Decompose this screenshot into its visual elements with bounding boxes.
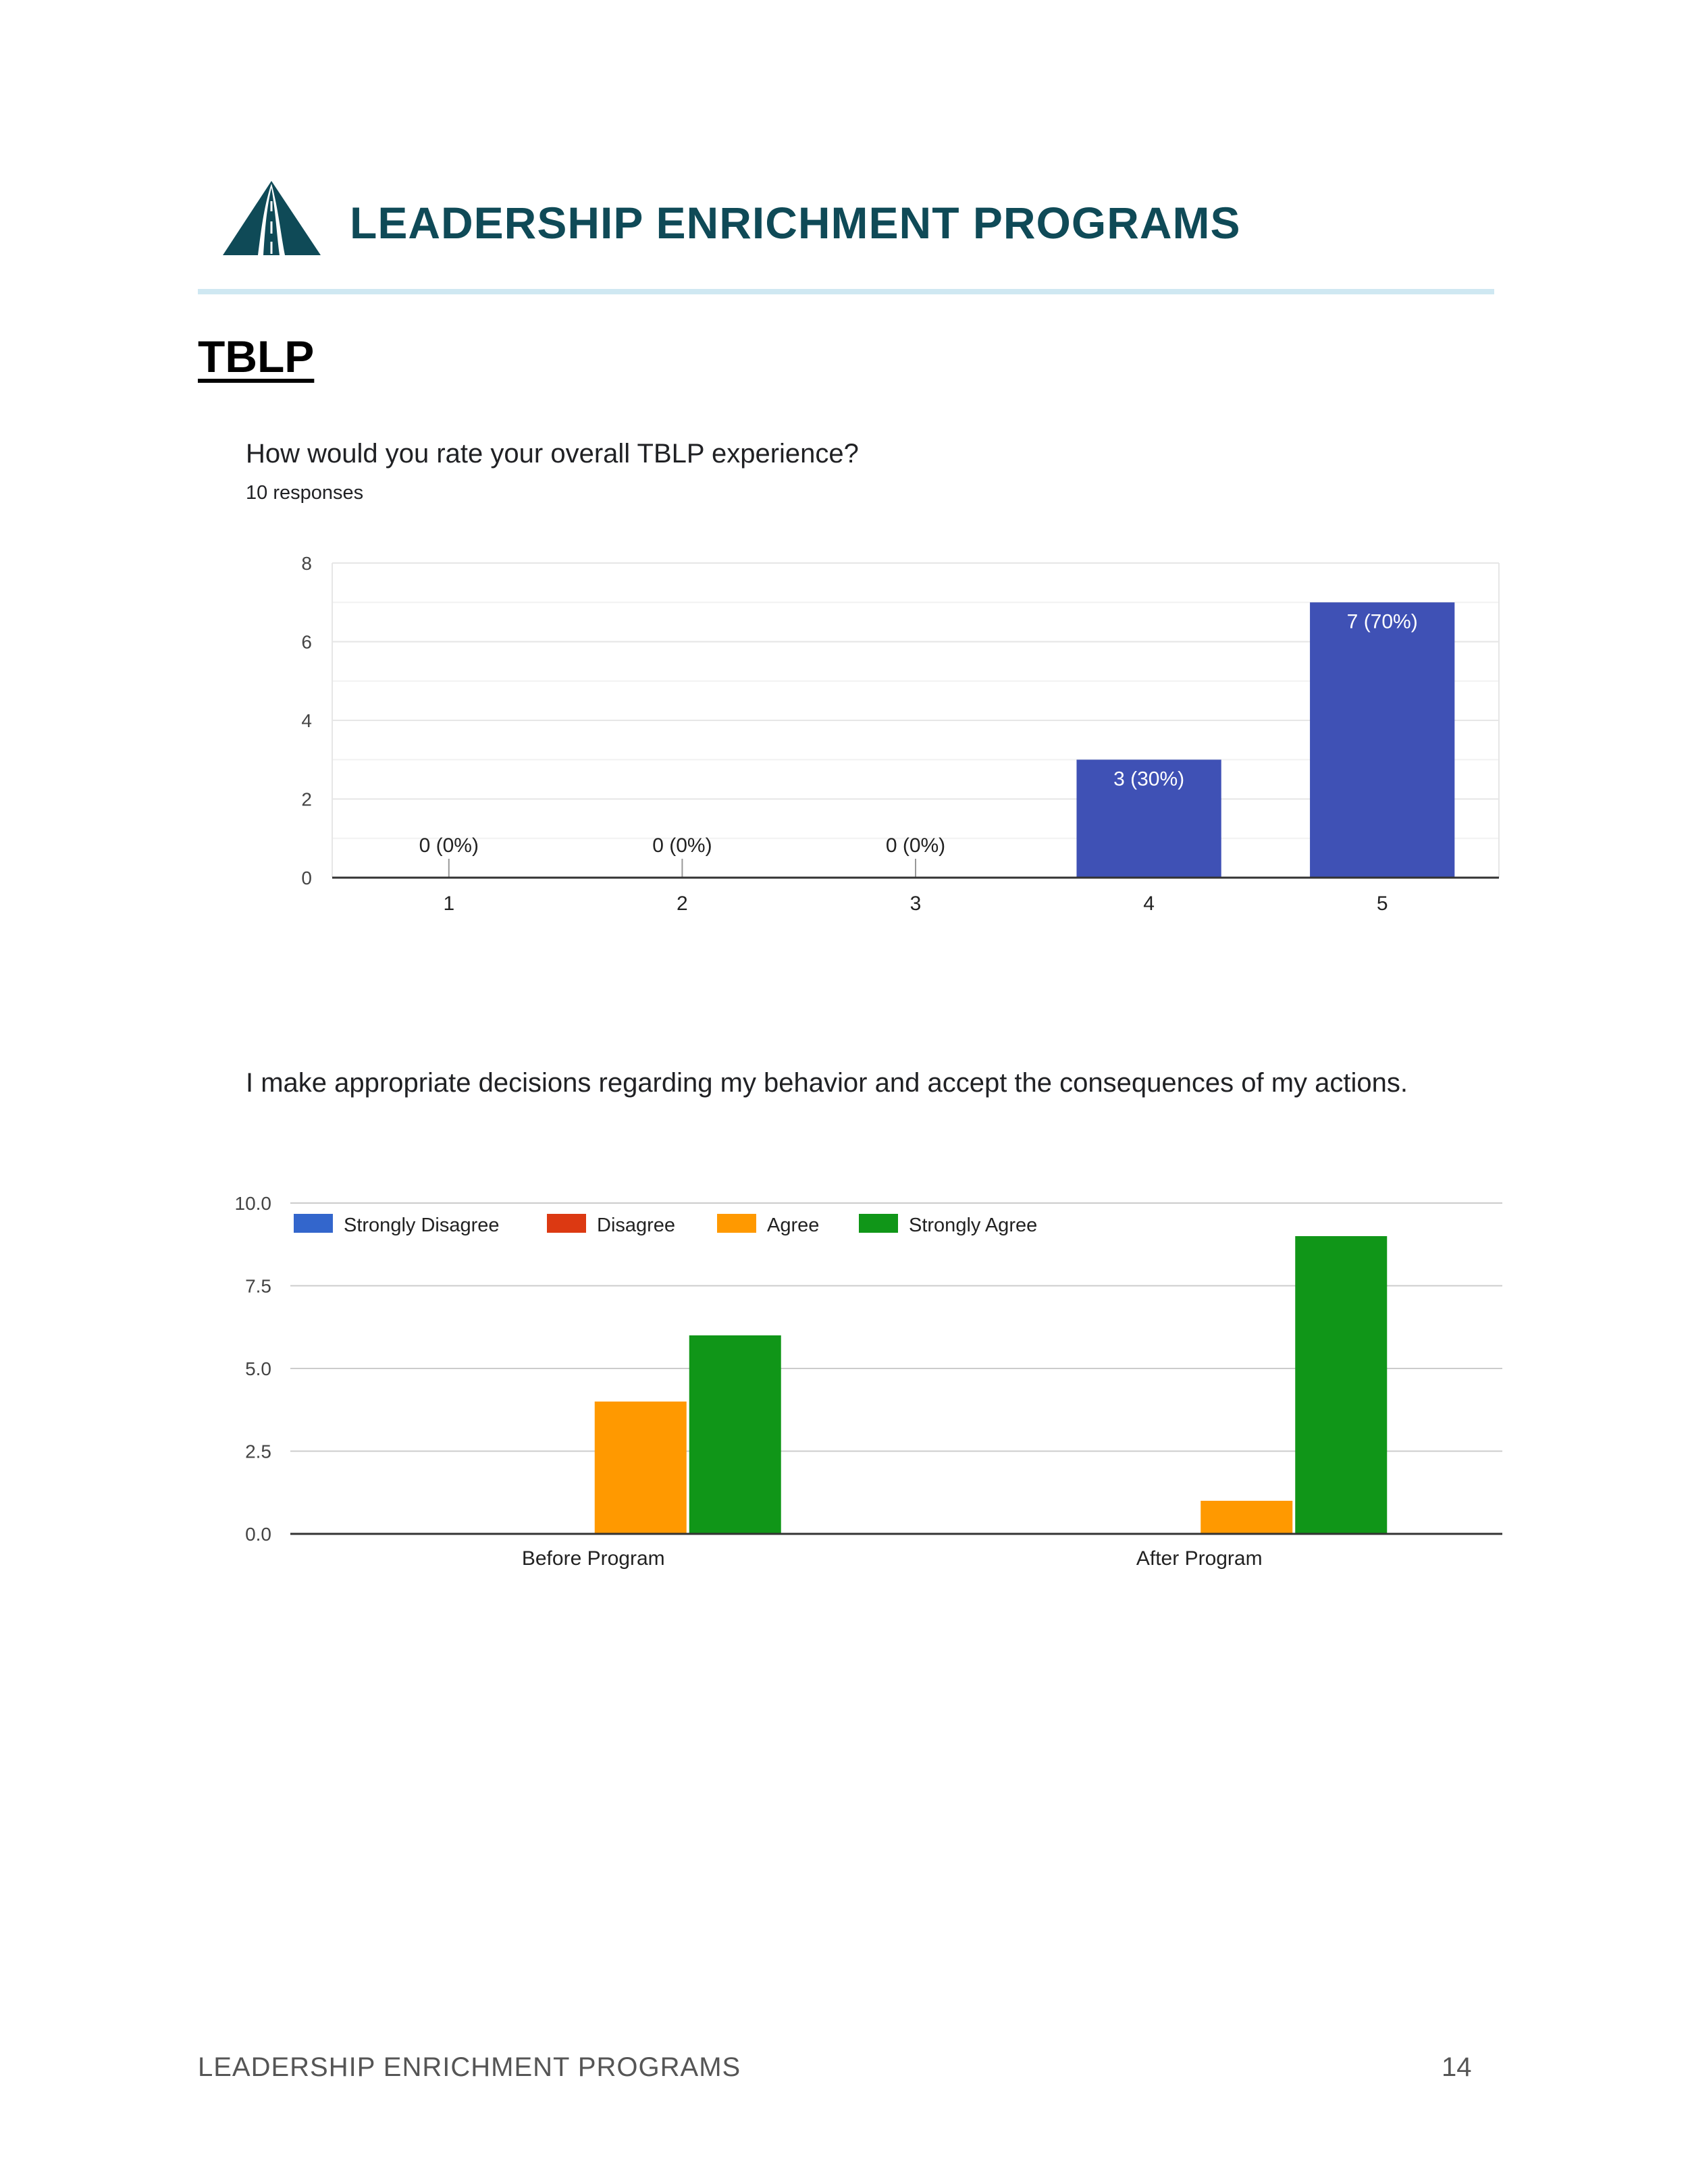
header-divider xyxy=(198,289,1494,294)
road-mountain-icon xyxy=(223,181,321,255)
y-tick-label: 0.0 xyxy=(245,1524,271,1545)
y-tick-label: 10.0 xyxy=(234,1193,271,1214)
bar xyxy=(595,1402,687,1534)
legend-label: Disagree xyxy=(597,1215,676,1236)
y-tick-label: 6 xyxy=(301,631,312,653)
x-tick-label: 3 xyxy=(909,893,922,915)
x-tick-label: Before Program xyxy=(521,1547,665,1570)
chart2-title: I make appropriate decisions regarding my behavior and accept the consequences of my actions. xyxy=(246,1068,1408,1098)
data-label: 0 (0%) xyxy=(885,834,946,857)
section-title: TBLP xyxy=(198,331,315,381)
legend-swatch xyxy=(859,1214,898,1233)
legend-swatch xyxy=(717,1214,756,1233)
bar xyxy=(1295,1236,1387,1534)
y-tick-label: 2 xyxy=(301,789,312,810)
data-label: 0 (0%) xyxy=(419,834,479,857)
y-tick-label: 4 xyxy=(301,710,312,731)
chart1-bar-chart xyxy=(270,540,1519,932)
y-tick-label: 8 xyxy=(301,553,312,574)
x-tick-label: 2 xyxy=(677,893,688,915)
y-tick-label: 0 xyxy=(301,868,312,888)
chart1-subtitle: 10 responses xyxy=(246,482,364,504)
data-label: 0 (0%) xyxy=(652,834,712,857)
header-title: LEADERSHIP ENRICHMENT PROGRAMS xyxy=(350,198,1241,248)
legend-label: Agree xyxy=(767,1215,820,1236)
legend-label: Strongly Agree xyxy=(909,1215,1038,1236)
bar xyxy=(689,1335,781,1534)
chart1-title: How would you rate your overall TBLP experience? xyxy=(246,439,859,469)
legend-swatch xyxy=(294,1214,333,1233)
legend-label: Strongly Disagree xyxy=(344,1215,500,1236)
data-label: 3 (30%) xyxy=(1113,768,1185,791)
x-tick-label: After Program xyxy=(1136,1547,1263,1570)
chart2-grouped-bar-chart xyxy=(216,1175,1519,1580)
footer-title: LEADERSHIP ENRICHMENT PROGRAMS xyxy=(198,2052,741,2082)
bar xyxy=(1310,602,1454,878)
x-tick-label: 5 xyxy=(1376,893,1388,915)
legend-swatch xyxy=(547,1214,586,1233)
x-tick-label: 4 xyxy=(1143,893,1155,915)
page-number: 14 xyxy=(1442,2052,1472,2082)
y-tick-label: 7.5 xyxy=(245,1275,271,1297)
bar xyxy=(1201,1501,1292,1534)
x-tick-label: 1 xyxy=(443,893,455,915)
y-tick-label: 5.0 xyxy=(245,1358,271,1379)
y-tick-label: 2.5 xyxy=(245,1441,271,1462)
data-label: 7 (70%) xyxy=(1346,610,1418,633)
